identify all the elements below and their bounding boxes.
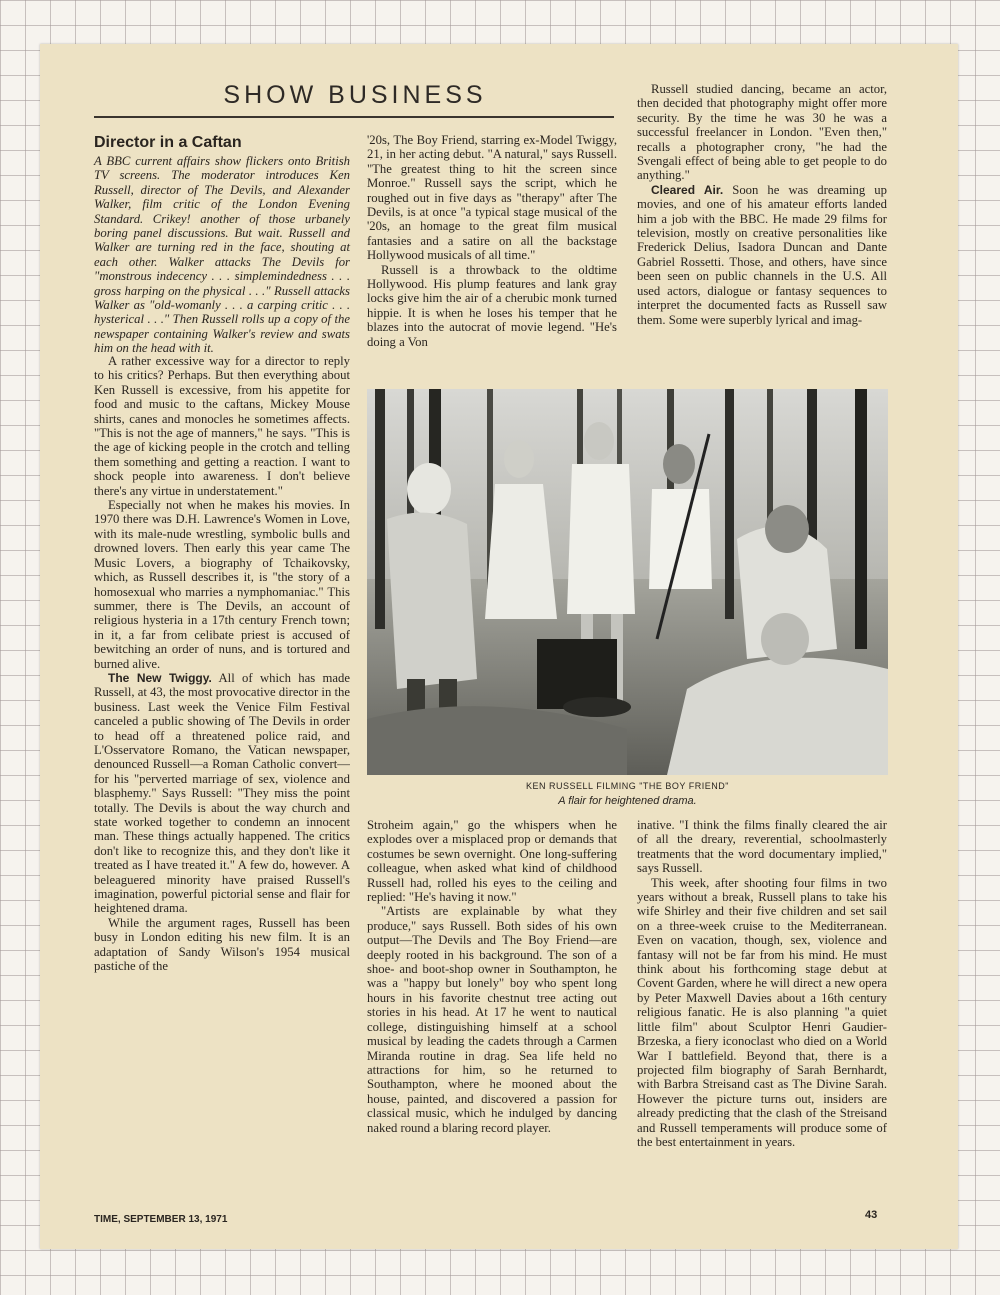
col3-paragraph-2-text: Soon he was dreaming up movies, and one of his amateur efforts landed him a job with the BBC. He made 29 films for television, mostly on creative personalities like Frederick Delius, Isadora Duncan and Dante Gabriel Rossetti. Those, and others, have since been seen on public channels in the U.S. All used actors, dialogue or fantasy sequences to interpret the documented facts as Russell saw them. Some were superbly lyrical and imag- [637, 182, 887, 327]
subhead-new-twiggy: The New Twiggy. [108, 670, 212, 685]
page-number: 43 [865, 1209, 878, 1221]
col1-paragraph-1: A rather excessive way for a director to reply to his critics? Perhaps. But then everything about Ken Russell is excessive, from his appetite for food and music to the caftans, Mickey Mouse shirts, canes and monocles he sometimes affects. "This is not the age of manners," he says. "This is the age of kicking people in the crotch and telling them something and getting a reaction. I want to shock people into awareness. I don't believe there's any virtue in understatement." [94, 354, 350, 498]
issue-date: TIME, SEPTEMBER 13, 1971 [94, 1214, 228, 1225]
photo-caption-subtitle: A flair for heightened drama. [558, 795, 697, 807]
column-1 [94, 354, 350, 1206]
column-3-top [637, 82, 887, 386]
col2-paragraph-1: '20s, The Boy Friend, starring ex-Model Twiggy, 21, in her acting debut. "A natural," says Russell. "The greatest thing to hit the screen since Monroe." Russell says the script, which he roughed out in five days as "therapy" after The Devils, is at once "a typical stage musical of the '20s, an homage to the great film musical fantasies and a satire on all the backstage Hollywood musicals of all time." [367, 133, 617, 263]
col1-paragraph-4: While the argument rages, Russell has been busy in London editing his new film. It is an adaptation of Sandy Wilson's 1954 musical pastiche of the [94, 915, 350, 974]
column-2-bottom [367, 818, 617, 1200]
col3-paragraph-1: Russell studied dancing, became an actor, then decided that photography might offer more security. By the time he was 30 he was a successful freelancer in London. "Even then," recalls a photographer crony, "he had the Svengali effect of being able to get people to do anything." [637, 82, 887, 183]
col1-paragraph-3 [94, 671, 350, 916]
photo-illustration [367, 389, 888, 775]
col2-paragraph-4: "Artists are explainable by what they produce," says Russell. Both sides of his own output—The Devils and The Boy Friend—are deeply rooted in his background. The son of a shoe- and boot-shop owner in Southampton, he was a "happy but lonely" boy who spent long hours in his favorite chestnut tree acting out stories in his head. At 17 he went to nautical college, distinguishing himself at a school musical by leading the cadets through a Carmen Miranda routine in drag. Sea life held no attractions for him, so he returned to Southampton, where he mooned about the house, painted, and discovered a passion for classical music, which he indulged by dancing naked round a blaring record player. [367, 904, 617, 1135]
col3-paragraph-3: inative. "I think the films finally cleared the air of all the dreary, reverential, schoolmasterly treatments that the word documentary implied," says Russell. [637, 818, 887, 876]
photo-ken-russell-filming [367, 389, 888, 775]
col3-paragraph-2 [637, 183, 887, 327]
magazine-page [40, 44, 958, 1249]
column-3-bottom [637, 818, 887, 1198]
col1-paragraph-2: Especially not when he makes his movies. In 1970 there was D.H. Lawrence's Women in Love, with its male-nude wrestling, symbolic bulls and drowned lovers. Then early this year came The Music Lovers, a biography of Tchaikovsky, which, as Russell describes it, is "the story of a homosexual who marries a nymphomaniac." This summer, there is The Devils, an account of religious hysteria in a 17th century French town; in it, a far from celibate priest is accused of bewitching an order of nuns, and is tortured and burned alive. [94, 498, 350, 671]
col1-paragraph-3-text: All of which has made Russell, at 43, the most provocative director in the business. Last week the Venice Film Festival canceled a public showing of The Devils in order to head off a threatened police raid, and L'Osservatore Romano, the Vatican newspaper, denounced Russell—a Roman Catholic convert—for his "perverted marriage of sex, violence and blasphemy." Says Russell: "They miss the point totally. The Devils is about the way church and state worked together to condemn an innocent man. These things actually happened. The critics don't like to recognize this, and they don't like it treated as I have treated it." A few do, however. A beleaguered minority have praised Russell's imagination, powerful pictorial sense and flair for heightened drama. [94, 670, 350, 916]
col2-paragraph-3: Stroheim again," go the whispers when he explodes over a misplaced prop or demands that costumes be sewn overnight. One long-suffering colleague, when asked what kind of childhood Russell had, rolled his eyes to the ceiling and replied: "He's having it now." [367, 818, 617, 905]
article-deck: A BBC current affairs show flickers onto British TV screens. The moderator introduces Ken Russell, director of The Devils, and Alexander Walker, film critic of the London Evening Standard. Crikey! another of those urbanely boring panel discussions. But wait. Russell and Walker are turning red in the face, shouting at each other. Walker attacks The Devils for "monstrous indecency . . . simplemindedness . . . gross harping on the physical . . ." Russell attacks Walker as "old-womanly . . . a carping critic . . . hysterical . . ." Then Russell rolls up a copy of the newspaper containing Walker's review and swats him on the head with it. [94, 154, 350, 356]
col3-paragraph-4: This week, after shooting four films in two years without a break, Russell plans to take his wife Shirley and their five children and set sail on a three-week cruise to the Mediterranean. Even on vacation, though, sex, violence and fantasy will not be far from his mind. He must think about his forthcoming stage debut at Covent Garden, where he will direct a new opera by Peter Maxwell Davies about a 16th century religious fanatic. He is also planning "a quiet little film" about Sculptor Henri Gaudier-Brzeska, a fiery iconoclast who died on a World War I battlefield. Beyond that, there is a projected film biography of Sarah Bernhardt, with Barbra Streisand cast as The Divine Sarah. However the picture turns out, insiders are already predicting that the clash of the Streisand and Russell temperaments will produce some of the best entertainment in years. [637, 875, 887, 1149]
section-headline: SHOW BUSINESS [223, 81, 487, 109]
article-title: Director in a Caftan [94, 134, 242, 151]
headline-rule [94, 116, 614, 118]
photo-caption-title: KEN RUSSELL FILMING "THE BOY FRIEND" [526, 781, 729, 791]
subhead-cleared-air: Cleared Air. [651, 182, 724, 197]
col2-paragraph-2: Russell is a throwback to the oldtime Hollywood. His plump features and lank gray locks give him the air of a cherubic monk turned hippie. It is when he loses his temper that he blazes into the autocrat of movie legend. "He's doing a Von [367, 262, 617, 349]
column-2-top [367, 133, 617, 385]
